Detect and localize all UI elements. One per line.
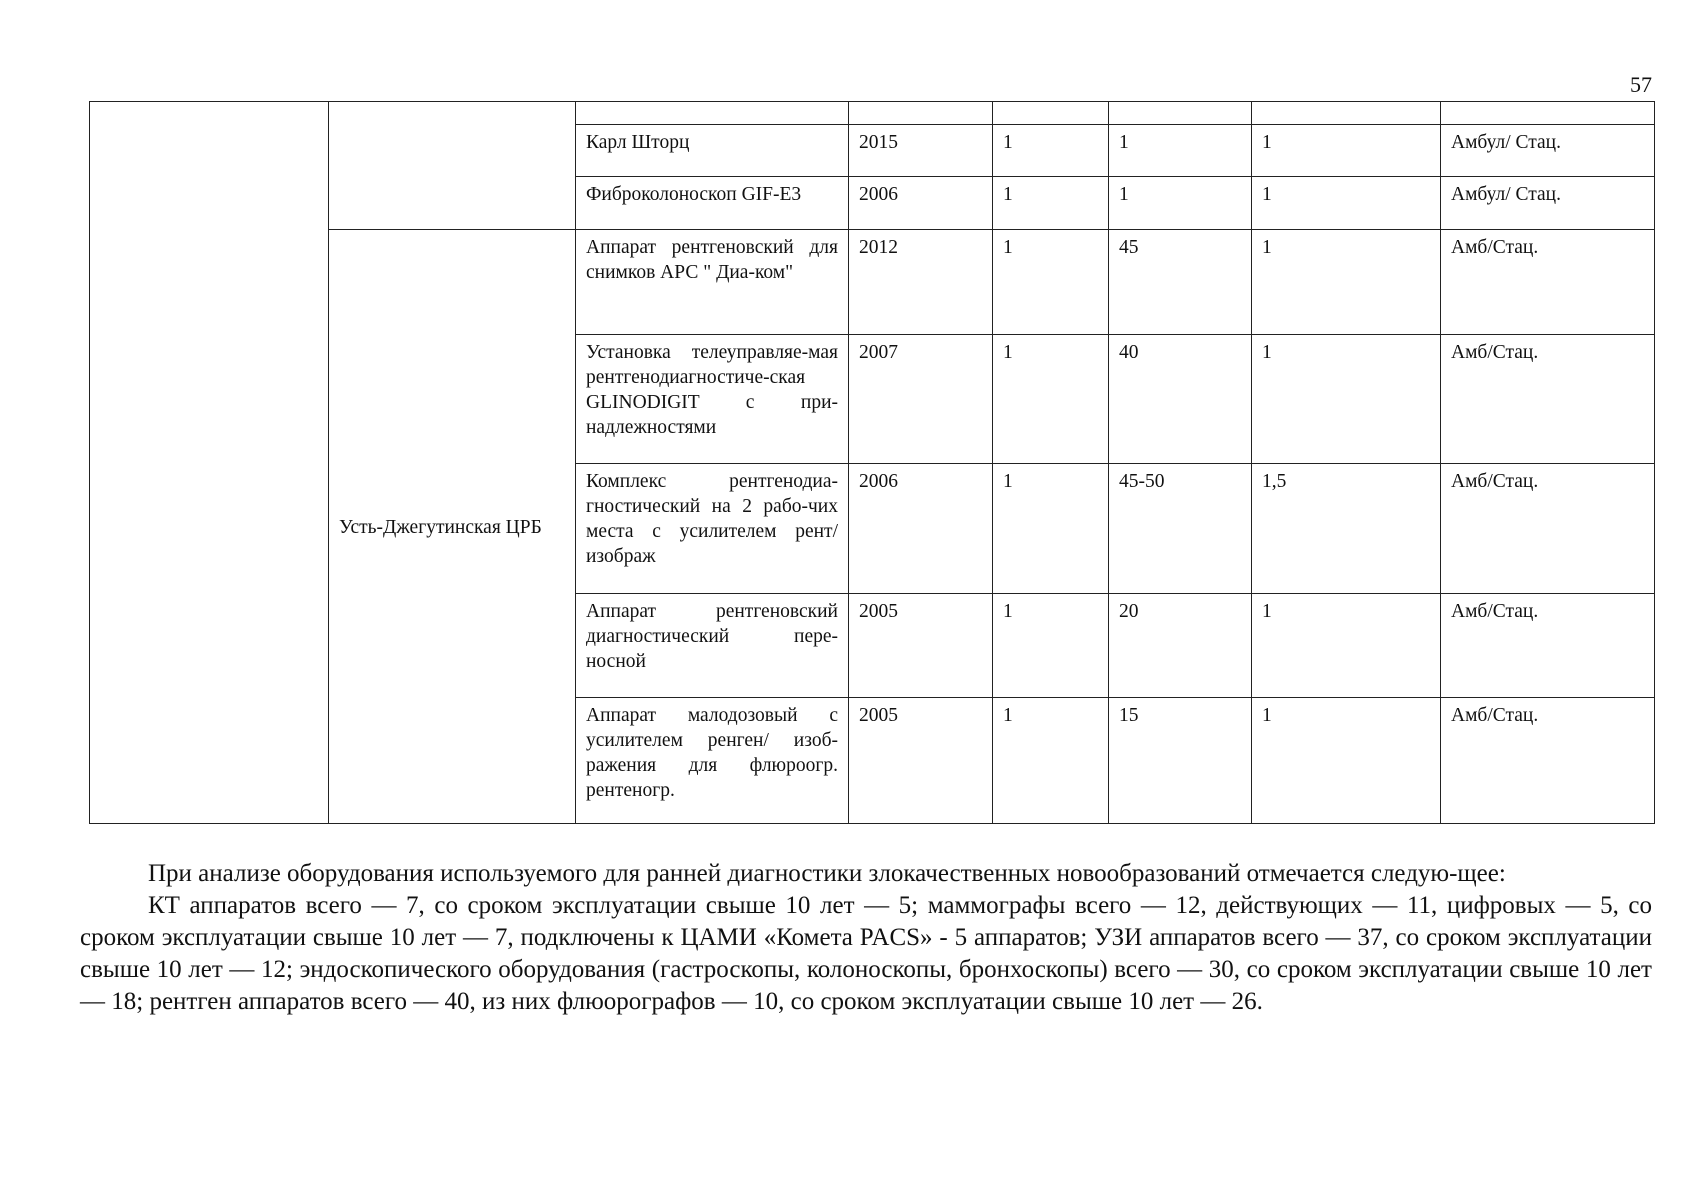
shifts-cell: 1	[1252, 335, 1441, 464]
table-cell	[1441, 102, 1655, 125]
qty-cell: 1	[993, 125, 1109, 177]
qty-cell: 1	[993, 594, 1109, 698]
shifts-cell: 1	[1252, 698, 1441, 824]
mode-cell: Амб/Стац.	[1441, 335, 1655, 464]
table-cell	[576, 102, 849, 125]
mode-cell: Амбул/ Стац.	[1441, 125, 1655, 177]
paragraph: При анализе оборудования используемого для ранней диагностики злокачественных новообразований отмечается следую-щее:	[148, 860, 1506, 887]
equipment-name: Аппарат рентгеновский диагностический пере-носной	[576, 594, 849, 698]
shifts-cell: 1	[1252, 125, 1441, 177]
equipment-name: Аппарат рентгеновский для снимков АРС " Диа-ком"	[576, 230, 849, 335]
shifts-cell: 1,5	[1252, 464, 1441, 594]
load-cell: 40	[1109, 335, 1252, 464]
equipment-name: Карл Шторц	[576, 125, 849, 177]
equipment-name: Аппарат малодозовый с усилителем ренген/ изоб-ражения для флюроогр. рентеногр.	[576, 698, 849, 824]
equipment-name: Установка телеуправляе-мая рентгенодиагностиче-ская GLINODIGIT с при-надлежностями	[576, 335, 849, 464]
equipment-name: Фиброколоноскоп GIF-E3	[576, 177, 849, 230]
paragraph: КТ аппаратов всего — 7, со сроком эксплуатации свыше 10 лет — 5; маммографы всего — 12, действующих — 11, цифровых — 5, со сроком эксплуатации свыше 10 лет — 7, подключены к ЦАМИ «Комета PACS» - 5 аппаратов; УЗИ аппаратов всего — 37, со сроком эксплуатации свыше 10 лет — 12; эндоскопического оборудования (гастроскопы, колоноскопы, бронхоскопы) всего — 30, со сроком эксплуатации свыше 10 лет — 18; рентген аппаратов всего — 40, из них флюорографов — 10, со сроком эксплуатации свыше 10 лет — 26.	[80, 892, 1652, 1015]
mode-cell: Амб/Стац.	[1441, 464, 1655, 594]
mode-cell: Амб/Стац.	[1441, 698, 1655, 824]
equipment-table	[89, 101, 1655, 824]
load-cell: 20	[1109, 594, 1252, 698]
load-cell: 45	[1109, 230, 1252, 335]
body-text	[80, 858, 1652, 1018]
year-cell: 2006	[849, 464, 993, 594]
page-number: 57	[1630, 72, 1652, 97]
table-cell	[849, 102, 993, 125]
qty-cell: 1	[993, 230, 1109, 335]
year-cell: 2006	[849, 177, 993, 230]
load-cell: 1	[1109, 125, 1252, 177]
org-cell-prev	[329, 102, 576, 230]
qty-cell: 1	[993, 464, 1109, 594]
mode-cell: Амбул/ Стац.	[1441, 177, 1655, 230]
load-cell: 1	[1109, 177, 1252, 230]
year-cell: 2005	[849, 698, 993, 824]
table-cell	[993, 102, 1109, 125]
qty-cell: 1	[993, 335, 1109, 464]
load-cell: 15	[1109, 698, 1252, 824]
load-cell: 45-50	[1109, 464, 1252, 594]
year-cell: 2007	[849, 335, 993, 464]
year-cell: 2005	[849, 594, 993, 698]
shifts-cell: 1	[1252, 594, 1441, 698]
year-cell: 2015	[849, 125, 993, 177]
region-cell	[90, 102, 329, 824]
qty-cell: 1	[993, 698, 1109, 824]
equipment-name: Комплекс рентгенодиа-гностический на 2 рабо-чих места с усилителем рент/изображ	[576, 464, 849, 594]
shifts-cell: 1	[1252, 230, 1441, 335]
mode-cell: Амб/Стац.	[1441, 594, 1655, 698]
qty-cell: 1	[993, 177, 1109, 230]
table-cell	[1252, 102, 1441, 125]
org-name-cell: Усть-Джегутинская ЦРБ	[329, 230, 576, 824]
year-cell: 2012	[849, 230, 993, 335]
table-cell	[1109, 102, 1252, 125]
shifts-cell: 1	[1252, 177, 1441, 230]
continuation-row	[90, 102, 1655, 125]
mode-cell: Амб/Стац.	[1441, 230, 1655, 335]
